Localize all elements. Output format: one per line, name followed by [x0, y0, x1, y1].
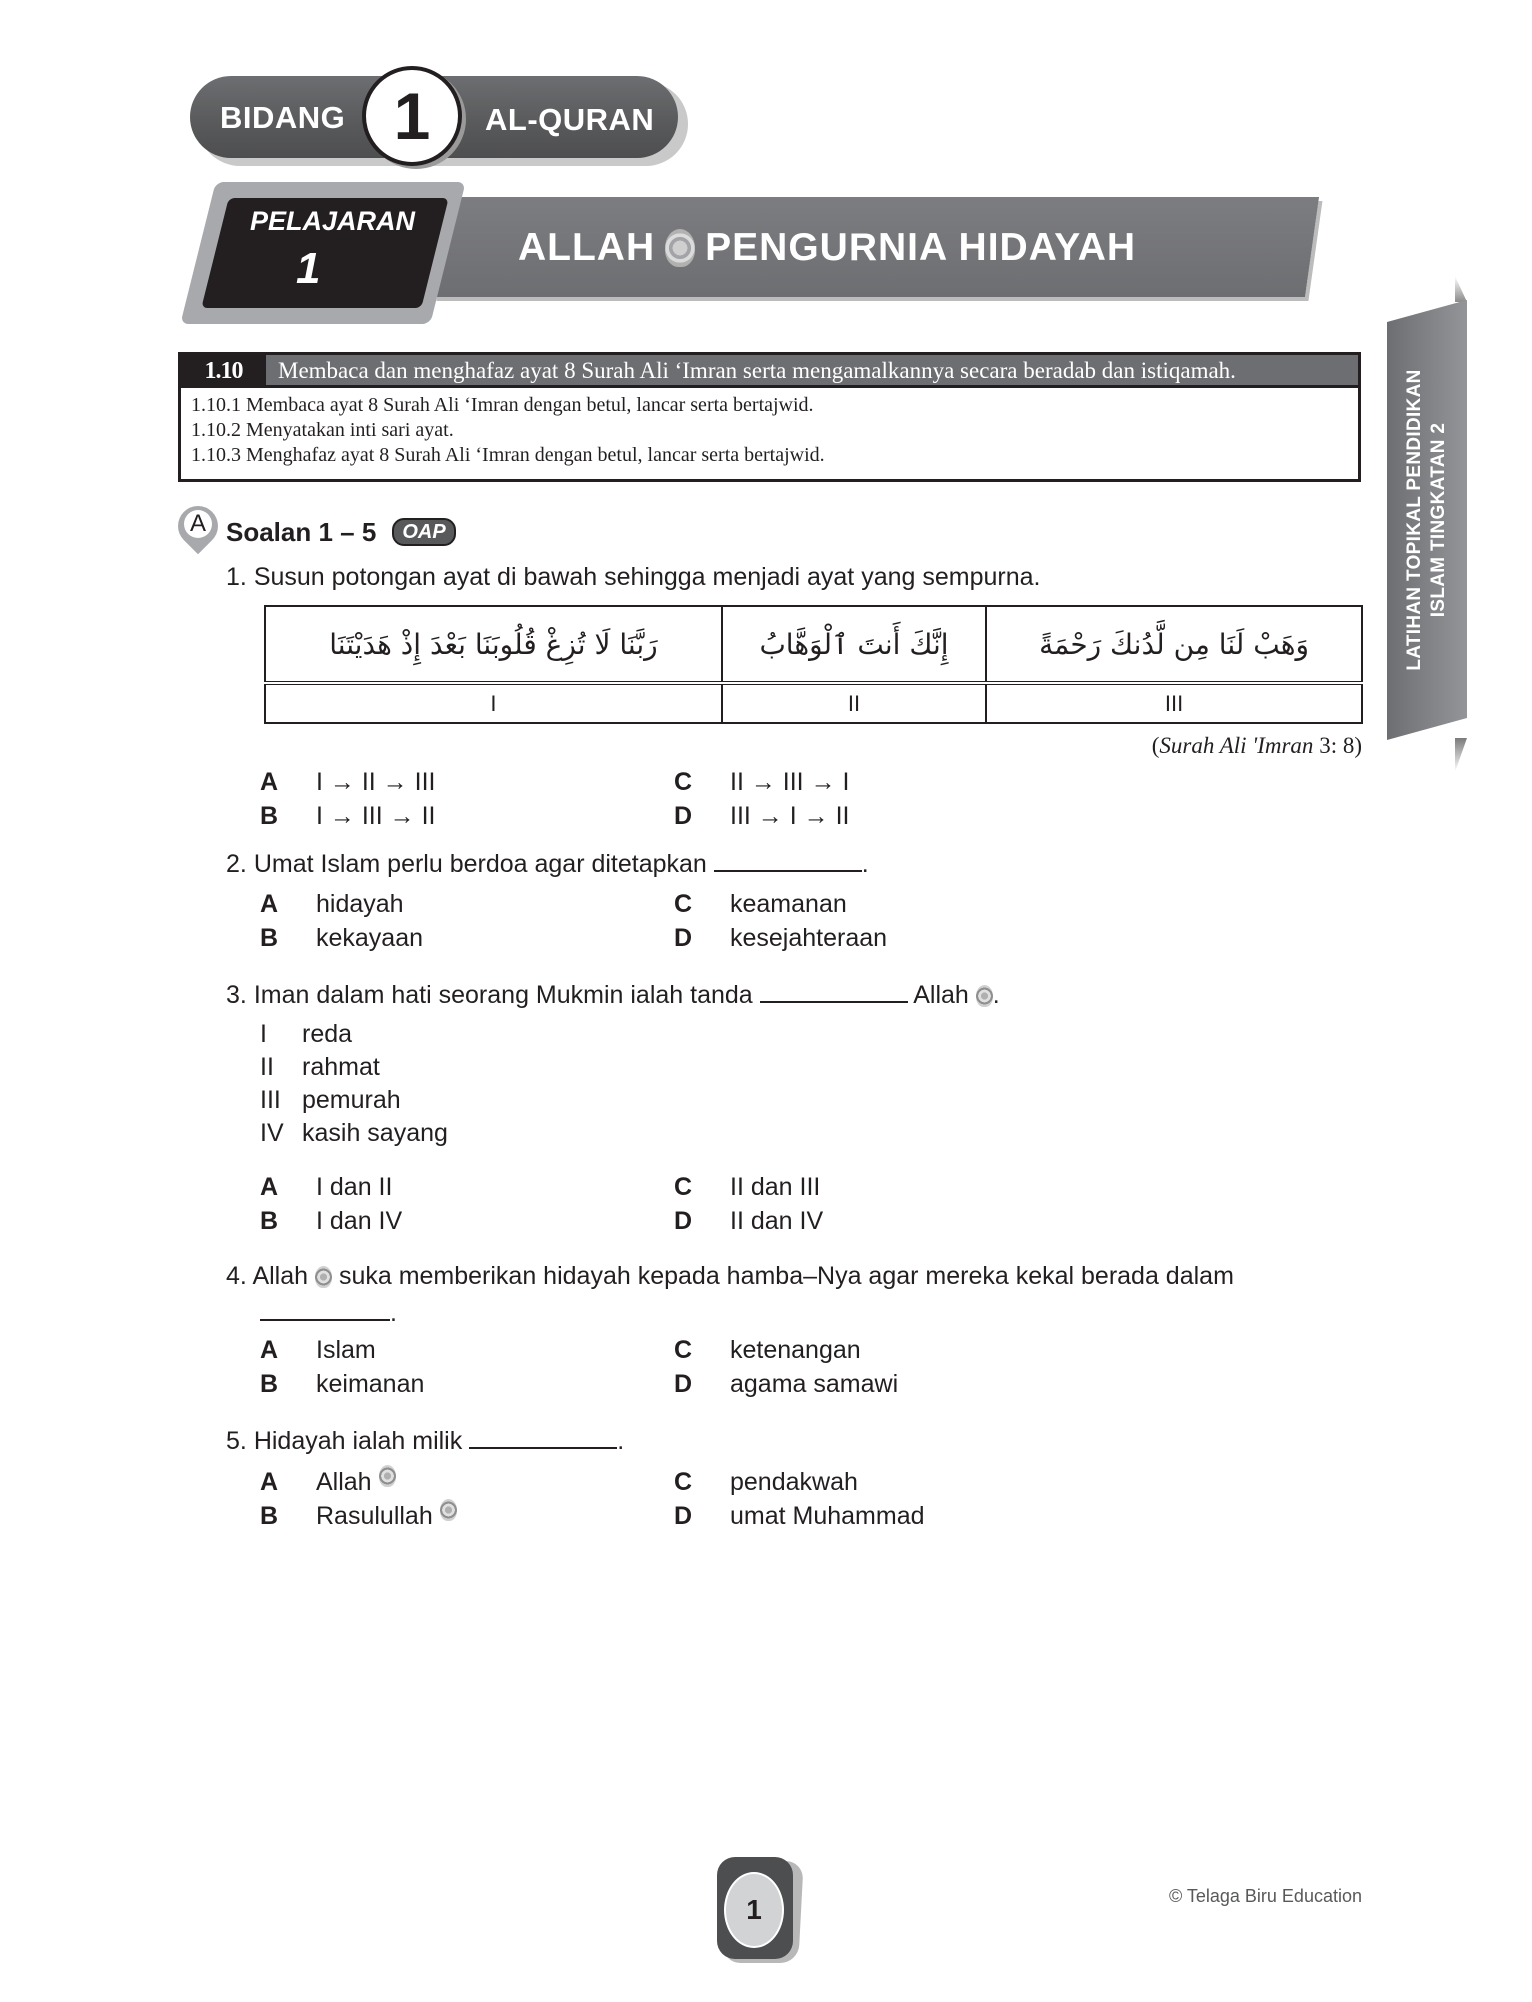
question-4-blank-line: .: [260, 1298, 397, 1328]
question-3: 3. Iman dalam hati seorang Mukmin ialah tanda Allah .: [226, 981, 1000, 1009]
answer-blank: [760, 981, 908, 1003]
lesson-banner: [180, 182, 1315, 324]
side-tab-fold-bottom: [1455, 738, 1467, 772]
option-a[interactable]: A I → II → III: [260, 768, 436, 796]
section-header: [178, 506, 456, 558]
saw-calligraphy-icon: [440, 1499, 457, 1521]
verse-cell-2: إِنَّكَ أَنتَ ٱلْوَهَّابُ: [722, 606, 986, 683]
option-b[interactable]: B keimanan: [260, 1370, 425, 1398]
lesson-title-part1: ALLAH: [518, 226, 656, 269]
section-title: Soalan 1 – 5: [226, 516, 377, 547]
bidang-header: [190, 76, 690, 162]
side-tab-line2: ISLAM TINGKATAN 2: [1428, 422, 1449, 618]
question-number: 4.: [226, 1262, 247, 1290]
lesson-title: [518, 226, 1136, 270]
verse-table: [264, 605, 1363, 724]
citation-surah: Surah Ali 'Imran: [1159, 733, 1314, 758]
option-c[interactable]: C ketenangan: [674, 1336, 861, 1364]
verse-cell-1: رَبَّنَا لَا تُزِغْ قُلُوبَنَا بَعْدَ إِذْ هَدَيْتَنَا: [265, 606, 722, 683]
lesson-label: PELAJARAN: [250, 206, 416, 236]
side-tab-line1: LATIHAN TOPIKAL PENDIDIKAN: [1404, 369, 1425, 671]
standard-items: [181, 388, 1358, 473]
page-number-badge: [717, 1857, 797, 1963]
standard-item: 1.10.3 Menghafaz ayat 8 Surah Ali ‘Imran dengan betul, lancar serta bertajwid.: [191, 444, 825, 466]
allah-swt-calligraphy-icon: [379, 1465, 396, 1487]
question-number: 5.: [226, 1427, 247, 1455]
question-text: Susun potongan ayat di bawah sehingga menjadi ayat yang sempurna.: [253, 563, 1041, 591]
side-tab-fold-top: [1455, 276, 1467, 302]
allah-swt-calligraphy-icon: [665, 229, 695, 267]
verse-label-1: I: [265, 683, 722, 723]
section-badge: OAP: [392, 518, 455, 546]
option-d[interactable]: D agama samawi: [674, 1370, 899, 1398]
allah-swt-calligraphy-icon: [976, 985, 993, 1007]
question-text: Iman dalam hati seorang Mukmin ialah tanda: [253, 981, 753, 1009]
option-b[interactable]: B kekayaan: [260, 924, 424, 952]
verse-label-3: III: [986, 683, 1362, 723]
lesson-number: 1: [296, 244, 321, 293]
page-number: 1: [724, 1872, 784, 1948]
bidang-name: AL-QURAN: [485, 102, 655, 137]
standard-title: Membaca dan menghafaz ayat 8 Surah Ali ‘Imran serta mengamalkannya secara beradab dan istiqamah.: [266, 355, 1358, 385]
statement: IV kasih sayang: [260, 1119, 448, 1147]
option-d[interactable]: D II dan IV: [674, 1207, 824, 1235]
question-5: 5. Hidayah ialah milik .: [226, 1427, 625, 1455]
question-3-statements: [260, 1018, 448, 1150]
option-b[interactable]: B Rasulullah: [260, 1499, 674, 1533]
verse-label-row: [265, 683, 1362, 723]
answer-blank: [714, 850, 862, 872]
verse-label-2: II: [722, 683, 986, 723]
option-b[interactable]: B I dan IV: [260, 1207, 403, 1235]
learning-standard-box: [178, 352, 1361, 482]
question-number: 3.: [226, 981, 247, 1009]
option-c[interactable]: C II dan III: [674, 1173, 821, 1201]
option-c[interactable]: C pendakwah: [674, 1468, 858, 1496]
answer-blank: [469, 1427, 617, 1449]
verse-row: [265, 606, 1362, 683]
question-number: 1.: [226, 563, 247, 591]
option-c[interactable]: C keamanan: [674, 890, 847, 918]
standard-item: 1.10.1 Membaca ayat 8 Surah Ali ‘Imran dengan betul, lancar serta bertajwid.: [191, 394, 814, 416]
question-2: 2. Umat Islam perlu berdoa agar ditetapkan .: [226, 850, 869, 878]
verse-cell-3: وَهَبْ لَنَا مِن لَّدُنكَ رَحْمَةً: [986, 606, 1362, 683]
citation-ref: 3: 8: [1319, 733, 1355, 758]
statement: III pemurah: [260, 1086, 401, 1114]
question-number: 2.: [226, 850, 247, 878]
copyright: © Telaga Biru Education: [1168, 1886, 1362, 1906]
standard-item: 1.10.2 Menyatakan inti sari ayat.: [191, 419, 454, 441]
option-c[interactable]: C II → III → I: [674, 768, 850, 796]
answer-blank: [260, 1299, 390, 1321]
option-b[interactable]: B I → III → II: [260, 802, 436, 830]
bidang-number: 1: [393, 79, 431, 153]
option-d[interactable]: D kesejahteraan: [674, 924, 888, 952]
bidang-label: BIDANG: [220, 100, 346, 135]
standard-code: 1.10: [181, 355, 266, 385]
question-5-options: [260, 1465, 1260, 1533]
bidang-number-circle: [362, 66, 462, 166]
option-a[interactable]: A Islam: [260, 1336, 376, 1364]
option-a[interactable]: A Allah: [260, 1465, 674, 1499]
lesson-title-part2: PENGURNIA HIDAYAH: [705, 226, 1137, 269]
question-1: [226, 562, 1040, 592]
question-3-options: [260, 1170, 1260, 1238]
question-1-options: [260, 765, 1260, 833]
section-pin-icon: [178, 506, 218, 558]
option-d[interactable]: D III → I → II: [674, 802, 850, 830]
question-4-options: [260, 1333, 1260, 1401]
statement: I reda: [260, 1020, 353, 1048]
allah-swt-calligraphy-icon: [315, 1266, 332, 1288]
learning-standard-header: [181, 355, 1358, 388]
question-4: 4. Allah suka memberikan hidayah kepada hamba–Nya agar mereka kekal berada dalam: [226, 1262, 1234, 1290]
statement: II rahmat: [260, 1053, 380, 1081]
verse-citation: (Surah Ali 'Imran 3: 8): [1151, 733, 1362, 758]
question-2-options: [260, 887, 1260, 955]
question-text: suka memberikan hidayah kepada hamba–Nya agar mereka kekal berada dalam: [338, 1262, 1234, 1290]
side-tab-text: [1403, 369, 1451, 670]
question-text: Hidayah ialah milik: [253, 1427, 463, 1455]
side-tab: [1387, 300, 1467, 740]
section-letter: A: [184, 510, 212, 538]
option-a[interactable]: A hidayah: [260, 890, 404, 918]
option-d[interactable]: D umat Muhammad: [674, 1502, 925, 1530]
question-text: Umat Islam perlu berdoa agar ditetapkan: [253, 850, 707, 878]
option-a[interactable]: A I dan II: [260, 1173, 393, 1201]
